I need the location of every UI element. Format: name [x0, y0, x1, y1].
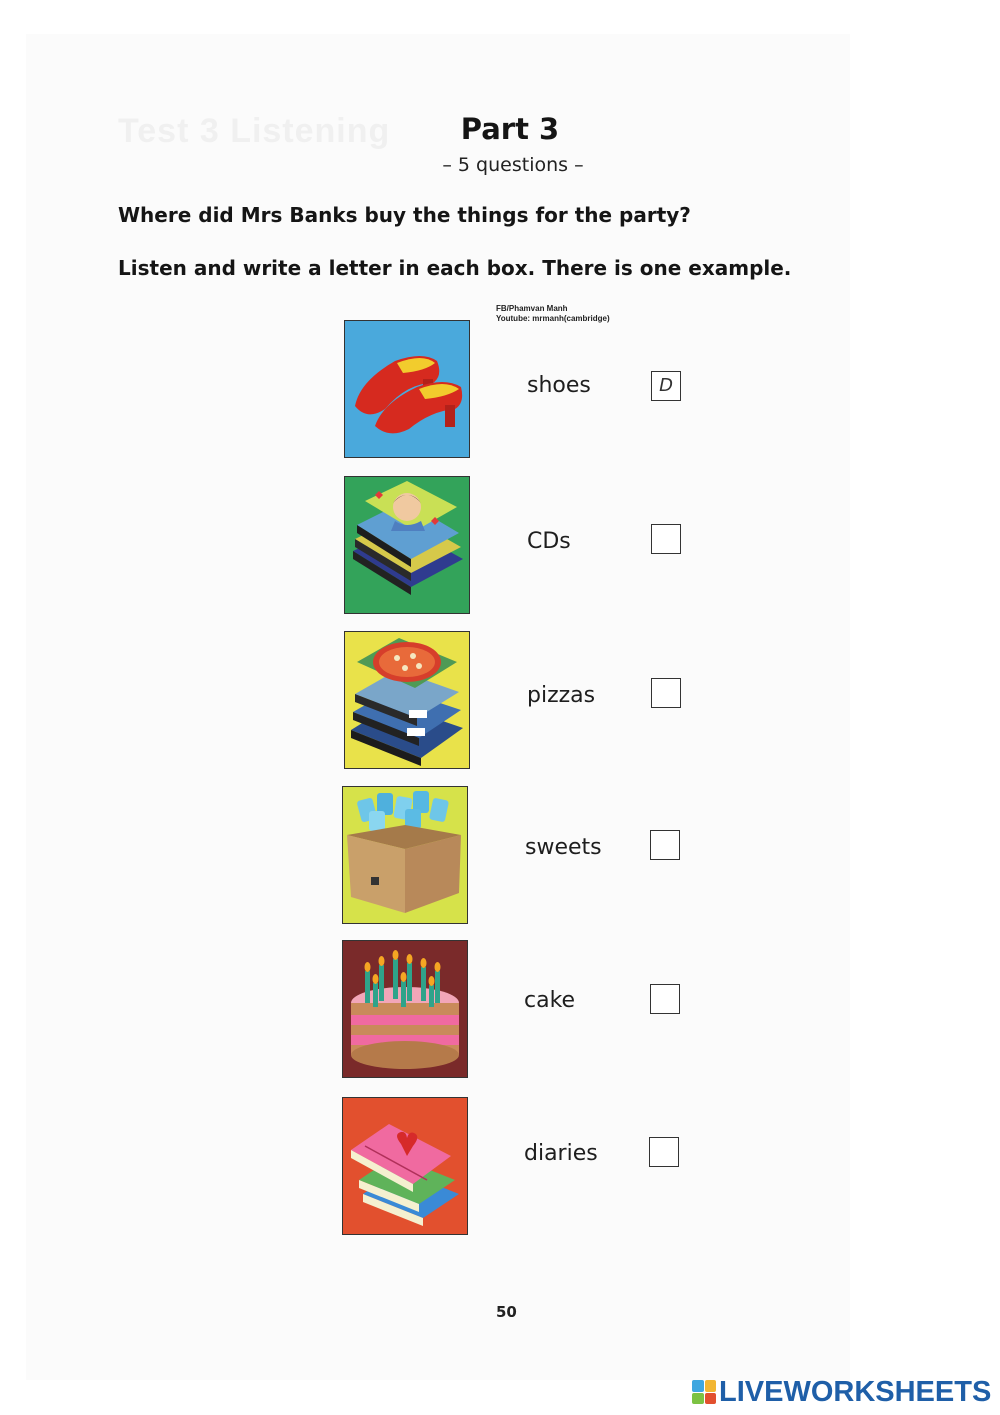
cake-picture	[342, 940, 468, 1078]
brand-name: LIVEWORKSHEETS	[719, 1375, 992, 1408]
pizza-boxes-icon	[345, 632, 469, 768]
item-sweets	[0, 786, 1000, 926]
credit-line-1: FB/Phamvan Manh	[496, 304, 568, 313]
sweets-box-icon	[343, 787, 467, 923]
red-shoes-icon	[345, 321, 469, 457]
question-text: Where did Mrs Banks buy the things for the party?	[118, 203, 691, 227]
item-label: cake	[524, 988, 576, 1013]
answer-box-diaries[interactable]	[649, 1137, 679, 1167]
task-instruction: Listen and write a letter in each box. There is one example.	[118, 256, 792, 280]
answer-box-cds[interactable]	[651, 524, 681, 554]
liveworksheets-logo[interactable]	[692, 1376, 991, 1408]
item-label: diaries	[524, 1141, 598, 1166]
cd-stack-icon	[345, 477, 469, 613]
item-label: shoes	[527, 373, 591, 398]
item-label: pizzas	[527, 683, 596, 708]
birthday-cake-icon	[343, 941, 467, 1077]
answer-box-example: D	[651, 371, 681, 401]
part-title: Part 3	[460, 112, 560, 146]
item-diaries	[0, 1097, 1000, 1237]
faint-heading: Test 3 Listening	[118, 112, 391, 150]
item-cds	[0, 476, 1000, 616]
pizzas-picture	[344, 631, 470, 769]
page-number: 50	[496, 1303, 517, 1321]
item-label: CDs	[527, 529, 571, 554]
item-shoes	[0, 320, 1000, 460]
item-cake	[0, 940, 1000, 1080]
sweets-picture	[342, 786, 468, 924]
credit-line-2: Youtube: mrmanh(cambridge)	[496, 314, 610, 323]
question-count: – 5 questions –	[442, 154, 584, 176]
answer-box-cake[interactable]	[650, 984, 680, 1014]
diary-books-icon	[343, 1098, 467, 1234]
cds-picture	[344, 476, 470, 614]
liveworksheets-grid-icon	[692, 1380, 716, 1404]
answer-box-sweets[interactable]	[650, 830, 680, 860]
answer-box-pizzas[interactable]	[651, 678, 681, 708]
diaries-picture	[342, 1097, 468, 1235]
item-label: sweets	[525, 835, 602, 860]
shoes-picture	[344, 320, 470, 458]
item-pizzas	[0, 631, 1000, 771]
